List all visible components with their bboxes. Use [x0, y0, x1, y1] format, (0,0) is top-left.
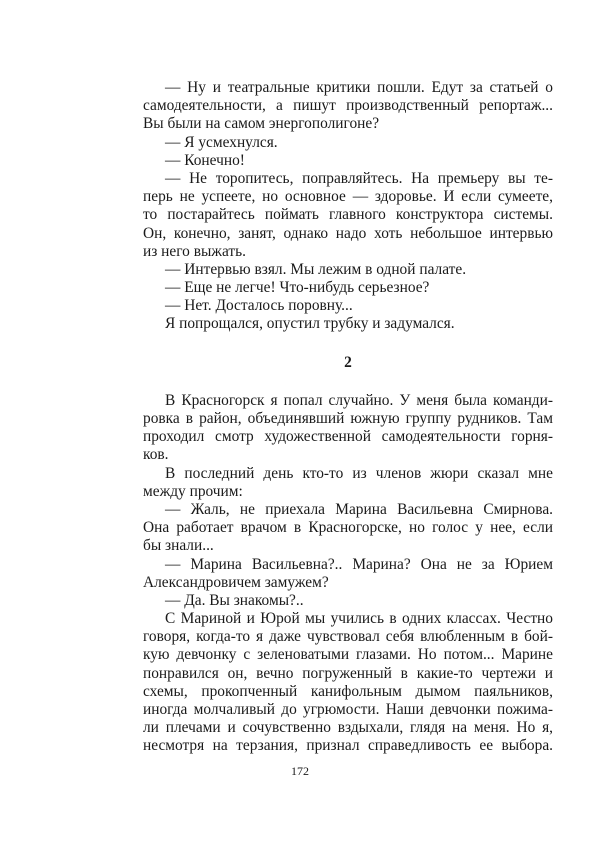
- text-line: проходил смотр художественной самодеятельности горня-: [143, 428, 553, 446]
- text-line: иногда молчаливый до угрюмости. Наши девчонки пожима-: [143, 701, 553, 718]
- text-line: — Нет. Досталось поровну...: [165, 297, 353, 315]
- text-line: понравился он, вечно погруженный в какие-то чертежи и: [143, 664, 553, 682]
- text-line: — Жаль, не приехала Марина Васильевна Смирнова.: [165, 500, 553, 518]
- text-line: перь не успеете, но основное — здоровье. И если сумеете,: [143, 188, 553, 206]
- chapter-number: 2: [344, 353, 352, 371]
- text-line: несмотря на терзания, признал справедливость ее выбора.: [143, 737, 553, 755]
- text-line: между прочим:: [143, 482, 243, 500]
- text-line: ли плечами и сочувственно вздыхали, глядя на меня. Но я,: [143, 719, 553, 737]
- text-line: то постарайтесь поймать главного конструктора системы.: [143, 206, 553, 224]
- text-line: С Мариной и Юрой мы учились в одних классах. Честно: [165, 610, 553, 628]
- text-line: кую девчонку с зеленоватыми глазами. Но потом... Марине: [143, 646, 553, 664]
- text-line: Он, конечно, занят, однако надо хоть небольшое интервью: [143, 224, 553, 242]
- text-line: Вы были на самом энергополигоне?: [143, 115, 380, 133]
- text-line: В Красногорск я попал случайно. У меня была команди-: [165, 391, 553, 409]
- text-line: Я попрощался, опустил трубку и задумался.: [165, 315, 455, 333]
- text-line: схемы, прокопченный канифольным дымом паяльников,: [143, 682, 553, 700]
- text-line: — Конечно!: [165, 151, 245, 169]
- text-line: говоря, когда-то я даже чувствовал себя влюбленным в бой-: [143, 628, 553, 646]
- text-line: — Еще не легче! Что-нибудь серьезное?: [165, 279, 430, 297]
- text-line: ровка в район, объединявший южную группу рудников. Там: [143, 410, 553, 427]
- text-line: из него выжать.: [143, 242, 246, 260]
- text-line: В последний день кто-то из членов жюри сказал мне: [165, 464, 553, 482]
- text-line: — Интервью взял. Мы лежим в одной палате.: [165, 260, 467, 278]
- text-line: самодеятельности, а пишут производственный репортаж...: [143, 97, 553, 115]
- text-line: — Я усмехнулся.: [165, 133, 278, 151]
- text-line: ков.: [143, 446, 169, 464]
- text-line: бы знали...: [143, 537, 214, 555]
- page-number: 172: [291, 764, 309, 778]
- page-body: [143, 79, 553, 756]
- text-block-dialogue: [143, 79, 553, 334]
- text-line: — Марина Васильевна?.. Марина? Она не за Юрием: [165, 555, 553, 573]
- text-line: Она работает врачом в Красногорске, но голос у нее, если: [143, 519, 553, 537]
- text-line: — Ну и театральные критики пошли. Едут за статьей о: [165, 79, 553, 96]
- text-line: — Да. Вы знакомы?..: [165, 591, 304, 609]
- text-line: — Не торопитесь, поправляйтесь. На премьеру вы те-: [165, 169, 553, 187]
- text-line: Александровичем замужем?: [143, 573, 329, 591]
- text-block-chapter-2: [143, 392, 553, 756]
